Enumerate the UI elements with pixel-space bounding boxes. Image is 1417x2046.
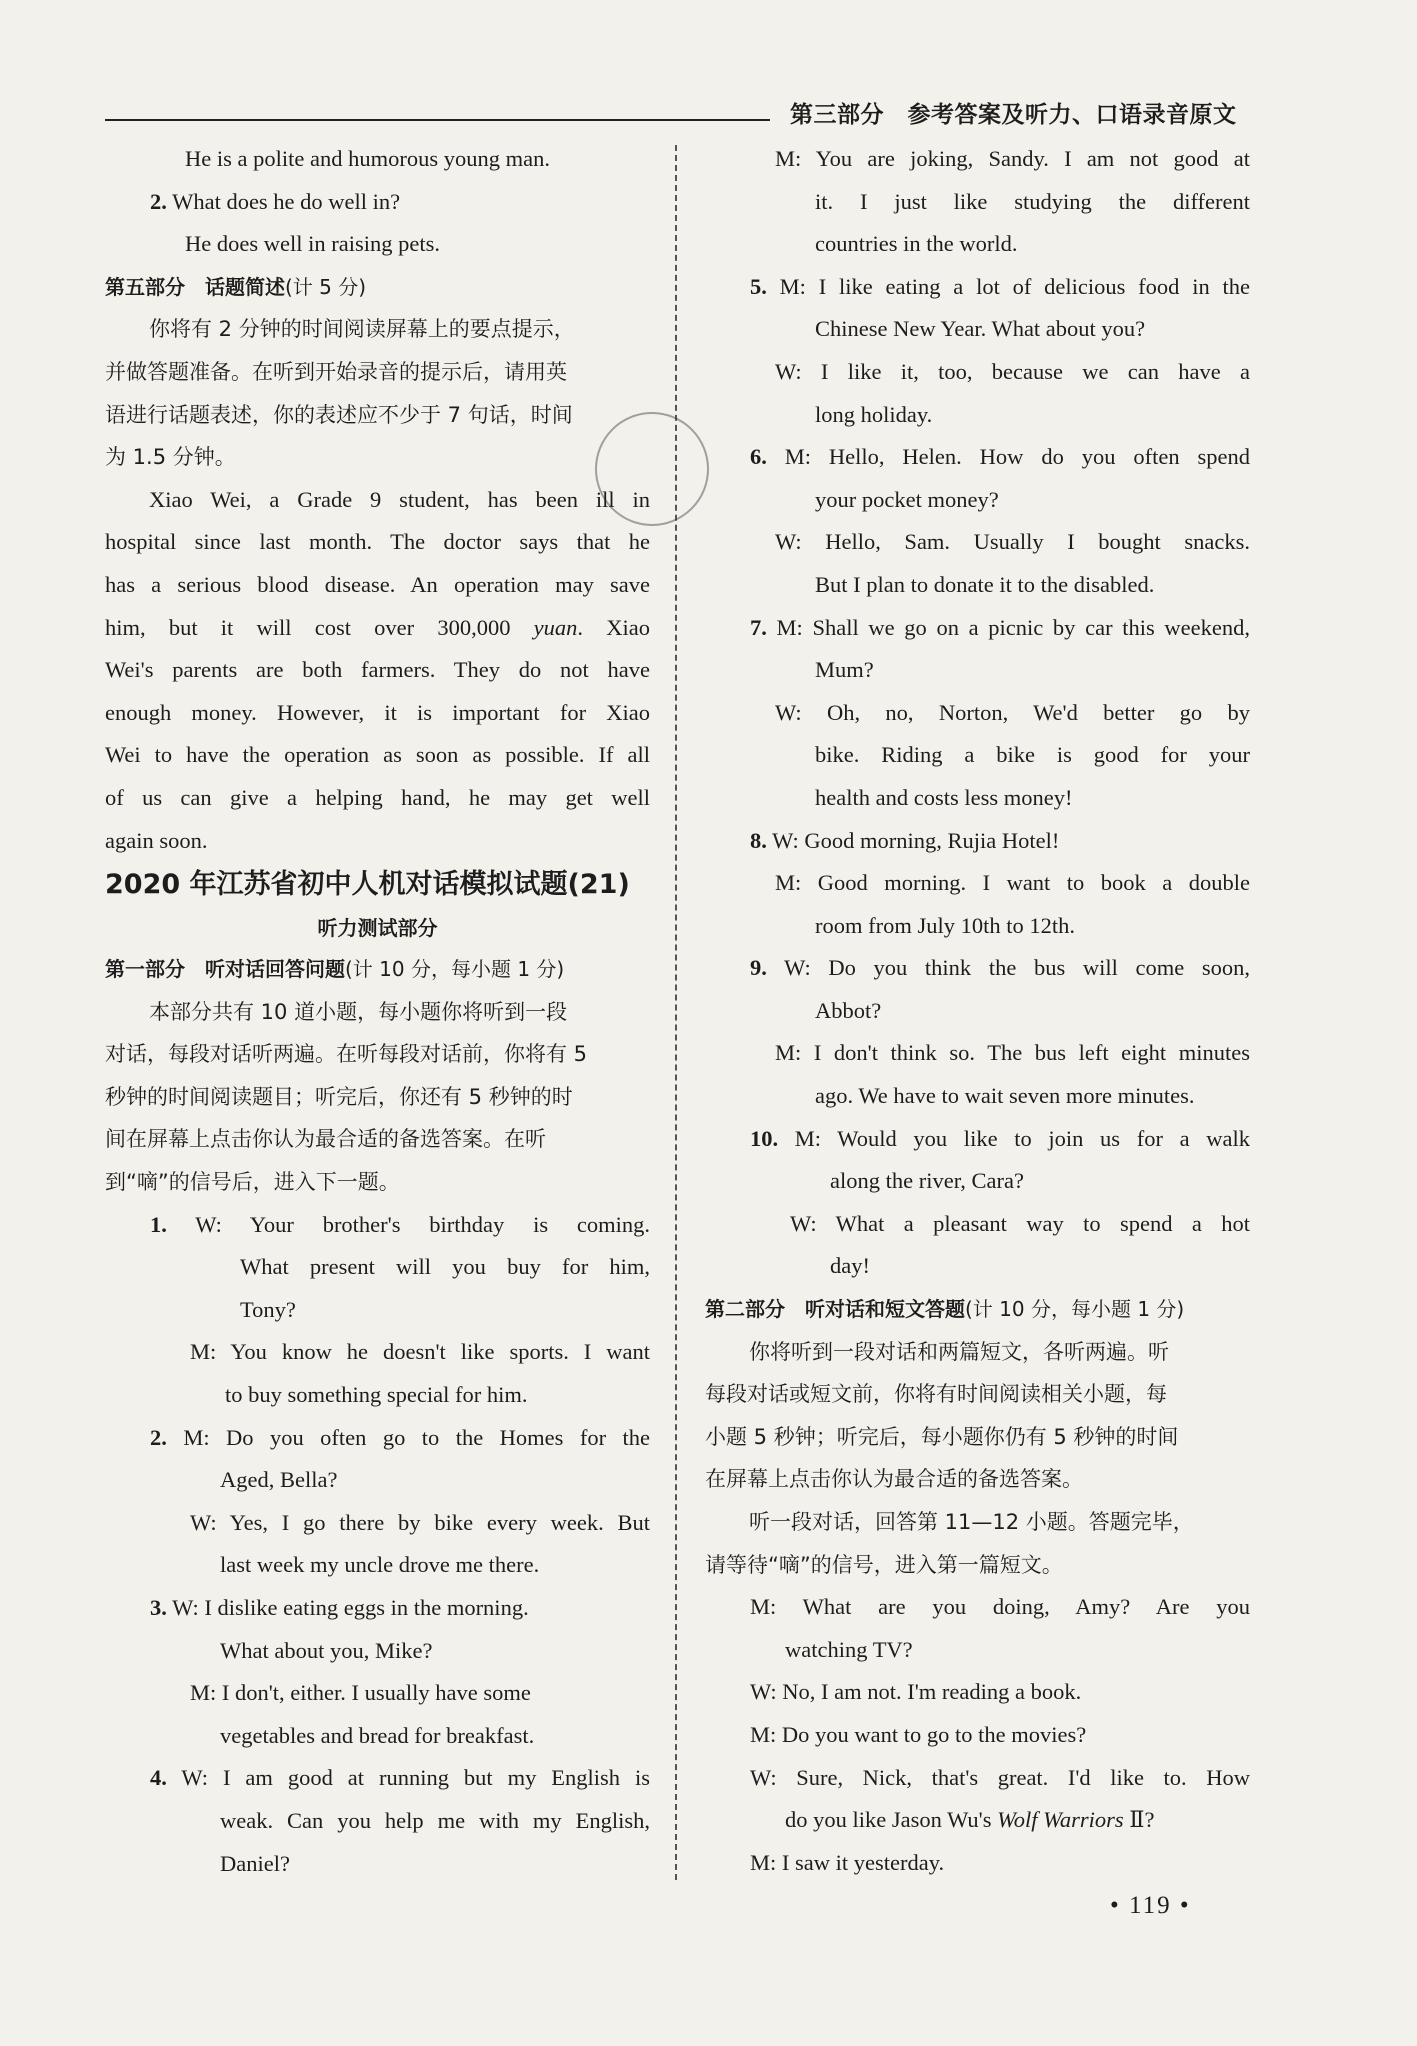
instruction-line: 听一段对话，回答第 11—12 小题。答题完毕， bbox=[749, 1510, 1194, 1534]
text-line bbox=[705, 436, 1250, 479]
text-line bbox=[105, 1672, 650, 1715]
line-text: Tony? bbox=[240, 1296, 296, 1322]
line-text: enough money. However, it is important for Xiao bbox=[105, 699, 650, 725]
line-text: last week my uncle drove me there. bbox=[220, 1552, 540, 1578]
line-text: your pocket money? bbox=[815, 486, 999, 512]
instruction-line: 在屏幕上点击你认为最合适的备选答案。 bbox=[705, 1467, 1083, 1492]
line-text: M: You are joking, Sandy. I am not good at bbox=[775, 146, 1250, 171]
text-line bbox=[105, 734, 650, 777]
line-text: hospital since last month. The doctor says that he bbox=[105, 529, 650, 555]
column-divider bbox=[675, 145, 677, 1880]
text-line bbox=[105, 1246, 650, 1289]
text-line bbox=[705, 479, 1250, 522]
text-line bbox=[705, 1799, 1250, 1842]
text-line bbox=[105, 1417, 650, 1460]
italic-text: Wolf Warriors bbox=[997, 1807, 1124, 1833]
line-text: Abbot? bbox=[815, 997, 882, 1023]
line-text: What does he do well in? bbox=[166, 188, 401, 214]
line-text-tail: Ⅱ? bbox=[1123, 1807, 1155, 1833]
instruction-line: 请等待“嘀”的信号，进入第一篇短文。 bbox=[705, 1552, 1063, 1577]
section-subtitle: 听力测试部分 bbox=[317, 916, 438, 941]
right-column bbox=[705, 138, 1250, 1884]
text-line bbox=[705, 1118, 1250, 1161]
line-text: of us can give a helping hand, he may get well bbox=[105, 784, 650, 810]
line-text: M: I like eating a lot of delicious food in the bbox=[766, 273, 1250, 299]
text-line bbox=[705, 138, 1250, 181]
text-line bbox=[705, 692, 1250, 735]
text-line bbox=[105, 1331, 650, 1374]
section-score-note: (计 10 分，每小题 1 分) bbox=[965, 1297, 1185, 1322]
line-text: Aged, Bella? bbox=[220, 1467, 338, 1493]
text-line bbox=[705, 990, 1250, 1033]
text-line bbox=[705, 181, 1250, 224]
text-line bbox=[105, 564, 650, 607]
text-line bbox=[705, 607, 1250, 650]
question-number: 10. bbox=[750, 1125, 779, 1151]
text-line bbox=[705, 734, 1250, 777]
line-text: What about you, Mike? bbox=[220, 1637, 433, 1663]
section-score-note: (计 10 分，每小题 1 分) bbox=[345, 957, 565, 982]
text-line bbox=[705, 1075, 1250, 1118]
line-text: bike. Riding a bike is good for your bbox=[815, 742, 1250, 768]
text-line bbox=[105, 1459, 650, 1502]
instruction-line: 你将有 2 分钟的时间阅读屏幕上的要点提示， bbox=[149, 317, 575, 342]
line-text: W: I like it, too, because we can have a bbox=[775, 358, 1250, 384]
text-line bbox=[705, 351, 1250, 394]
line-text: Wei to have the operation as soon as possible. If all bbox=[105, 742, 650, 768]
text-line bbox=[105, 479, 650, 522]
text-line bbox=[105, 777, 650, 820]
line-text: ago. We have to wait seven more minutes. bbox=[815, 1083, 1195, 1109]
line-text: M: You know he doesn't like sports. I want bbox=[190, 1339, 650, 1365]
line-text: M: Good morning. I want to book a double bbox=[775, 870, 1250, 896]
text-line bbox=[105, 138, 650, 181]
instruction-line: 间在屏幕上点击你认为最合适的备选答案。在听 bbox=[105, 1127, 546, 1152]
section-heading-label: 第二部分 听对话和短文答题 bbox=[705, 1297, 965, 1322]
text-line bbox=[105, 1757, 650, 1800]
question-number: 9. bbox=[750, 955, 767, 981]
text-line bbox=[705, 521, 1250, 564]
instruction-line: 语进行话题表述，你的表述应不少于 7 句话，时间 bbox=[105, 402, 573, 427]
text-line bbox=[705, 777, 1250, 820]
left-column bbox=[105, 138, 650, 1885]
line-text: him, but it will cost over 300,000 bbox=[105, 614, 534, 640]
text-line bbox=[105, 181, 650, 224]
text-line bbox=[705, 394, 1250, 437]
line-text: along the river, Cara? bbox=[830, 1168, 1025, 1194]
question-number: 6. bbox=[750, 444, 767, 470]
italic-text: yuan bbox=[533, 614, 578, 640]
line-text: W: Good morning, Rujia Hotel! bbox=[766, 827, 1060, 853]
line-text: W: Your brother's birthday is coming. bbox=[166, 1211, 650, 1237]
text-line bbox=[105, 1204, 650, 1247]
text-line bbox=[105, 1587, 650, 1630]
line-text: W: Yes, I go there by bike every week. But bbox=[190, 1509, 650, 1535]
line-text: long holiday. bbox=[815, 401, 933, 427]
line-text: M: What are you doing, Amy? Are you bbox=[750, 1594, 1250, 1620]
line-text: Chinese New Year. What about you? bbox=[815, 316, 1146, 342]
line-text: M: Would you like to join us for a walk bbox=[778, 1125, 1250, 1151]
text-line bbox=[705, 1757, 1250, 1800]
text-line bbox=[705, 1032, 1250, 1075]
text-line bbox=[705, 564, 1250, 607]
line-text: watching TV? bbox=[785, 1636, 913, 1662]
instruction-line: 秒钟的时间阅读题目；听完后，你还有 5 秒钟的时 bbox=[105, 1084, 573, 1109]
text-line bbox=[705, 649, 1250, 692]
line-text: He does well in raising pets. bbox=[185, 231, 440, 257]
section-heading-label: 第一部分 听对话回答问题 bbox=[105, 957, 345, 982]
question-number: 3. bbox=[150, 1595, 167, 1620]
line-text: M: I don't, either. I usually have some bbox=[190, 1680, 531, 1706]
page-number: • 119 • bbox=[1110, 1892, 1191, 1919]
text-line bbox=[705, 1245, 1250, 1288]
line-text: Xiao Wei, a Grade 9 student, has been ill in bbox=[149, 486, 650, 512]
line-text: room from July 10th to 12th. bbox=[815, 912, 1075, 938]
instruction-line: 并做答题准备。在听到开始录音的提示后，请用英 bbox=[105, 359, 567, 384]
question-number: 5. bbox=[750, 273, 767, 299]
line-text: M: Hello, Helen. How do you often spend bbox=[766, 444, 1250, 470]
line-text: Wei's parents are both farmers. They do not have bbox=[105, 657, 650, 683]
text-line bbox=[105, 1289, 650, 1332]
question-number: 8. bbox=[750, 827, 767, 853]
text-line bbox=[705, 947, 1250, 990]
text-line bbox=[705, 820, 1250, 863]
line-text: countries in the world. bbox=[815, 231, 1018, 257]
text-line bbox=[705, 1203, 1250, 1246]
line-text: vegetables and bread for breakfast. bbox=[220, 1722, 535, 1748]
line-text: M: Do you want to go to the movies? bbox=[750, 1721, 1087, 1747]
text-line bbox=[105, 1630, 650, 1673]
line-text: do you like Jason Wu's bbox=[785, 1807, 998, 1833]
text-line bbox=[105, 223, 650, 266]
line-text: W: Sure, Nick, that's great. I'd like to. How bbox=[750, 1764, 1250, 1790]
text-line bbox=[105, 1715, 650, 1758]
text-line bbox=[705, 1586, 1250, 1629]
text-line bbox=[105, 607, 650, 650]
line-text-tail: . Xiao bbox=[577, 614, 650, 640]
instruction-line: 为 1.5 分钟。 bbox=[105, 445, 236, 470]
instruction-line: 本部分共有 10 道小题，每小题你将听到一段 bbox=[149, 999, 568, 1024]
text-line bbox=[705, 1671, 1250, 1714]
text-line bbox=[705, 308, 1250, 351]
line-text: to buy something special for him. bbox=[225, 1382, 528, 1408]
text-line bbox=[105, 649, 650, 692]
text-line bbox=[105, 1843, 650, 1886]
text-line bbox=[105, 1502, 650, 1545]
text-line bbox=[705, 223, 1250, 266]
line-text: M: Shall we go on a picnic by car this weekend, bbox=[766, 614, 1250, 640]
line-text: health and costs less money! bbox=[815, 784, 1073, 810]
instruction-line: 到“嘀”的信号后，进入下一题。 bbox=[105, 1170, 400, 1195]
question-number: 1. bbox=[150, 1211, 167, 1237]
text-line bbox=[705, 1842, 1250, 1885]
section-heading bbox=[705, 1288, 1250, 1331]
text-line bbox=[705, 1714, 1250, 1757]
line-text: W: Oh, no, Norton, We'd better go by bbox=[775, 699, 1250, 725]
line-text: W: Do you think the bus will come soon, bbox=[766, 955, 1250, 981]
line-text: Mum? bbox=[815, 657, 874, 683]
line-text: What present will you buy for him, bbox=[240, 1254, 650, 1280]
text-line bbox=[705, 905, 1250, 948]
line-text: But I plan to donate it to the disabled. bbox=[815, 571, 1155, 597]
line-text: day! bbox=[830, 1253, 870, 1279]
instruction-line: 你将听到一段对话和两篇短文，各听两遍。听 bbox=[749, 1339, 1169, 1364]
header-rule bbox=[105, 119, 770, 121]
question-number: 7. bbox=[750, 614, 767, 640]
instruction-line: 对话，每段对话听两遍。在听每段对话前，你将有 5 bbox=[105, 1042, 588, 1067]
line-text: W: No, I am not. I'm reading a book. bbox=[750, 1679, 1082, 1705]
line-text: weak. Can you help me with my English, bbox=[220, 1807, 650, 1833]
section-heading bbox=[105, 948, 650, 991]
text-line bbox=[105, 1800, 650, 1843]
instruction-line: 小题 5 秒钟；听完后，每小题你仍有 5 秒钟的时间 bbox=[705, 1424, 1179, 1449]
section-heading-label: 第五部分 话题简述 bbox=[105, 274, 285, 299]
section-score-note: (计 5 分) bbox=[285, 274, 367, 299]
text-line bbox=[105, 1374, 650, 1417]
text-line bbox=[105, 521, 650, 564]
exam-title: 2020 年江苏省初中人机对话模拟试题(21) bbox=[105, 869, 630, 901]
text-line bbox=[705, 266, 1250, 309]
line-text: again soon. bbox=[105, 827, 208, 853]
line-text: W: What a pleasant way to spend a hot bbox=[790, 1210, 1250, 1236]
text-line bbox=[105, 820, 650, 863]
instruction-line: 每段对话或短文前，你将有时间阅读相关小题，每 bbox=[705, 1382, 1167, 1407]
question-number: 2. bbox=[150, 188, 167, 214]
text-line bbox=[105, 1544, 650, 1587]
line-text: it. I just like studying the different bbox=[815, 188, 1250, 214]
question-number: 2. bbox=[150, 1424, 167, 1450]
section-heading bbox=[105, 266, 650, 309]
line-text: W: I dislike eating eggs in the morning. bbox=[166, 1595, 529, 1620]
line-text: M: Do you often go to the Homes for the bbox=[166, 1424, 650, 1450]
question-number: 4. bbox=[150, 1765, 167, 1791]
line-text: W: I am good at running but my English is bbox=[166, 1765, 650, 1791]
header-title: 第三部分 参考答案及听力、口语录音原文 bbox=[790, 102, 1237, 128]
line-text: He is a polite and humorous young man. bbox=[185, 146, 550, 171]
text-line bbox=[705, 862, 1250, 905]
line-text: W: Hello, Sam. Usually I bought snacks. bbox=[775, 529, 1250, 555]
line-text: M: I saw it yesterday. bbox=[750, 1849, 945, 1875]
line-text: has a serious blood disease. An operation may save bbox=[105, 571, 650, 597]
text-line bbox=[105, 692, 650, 735]
text-line bbox=[705, 1629, 1250, 1672]
line-text: Daniel? bbox=[220, 1850, 290, 1876]
line-text: M: I don't think so. The bus left eight minutes bbox=[775, 1040, 1250, 1066]
text-line bbox=[705, 1160, 1250, 1203]
